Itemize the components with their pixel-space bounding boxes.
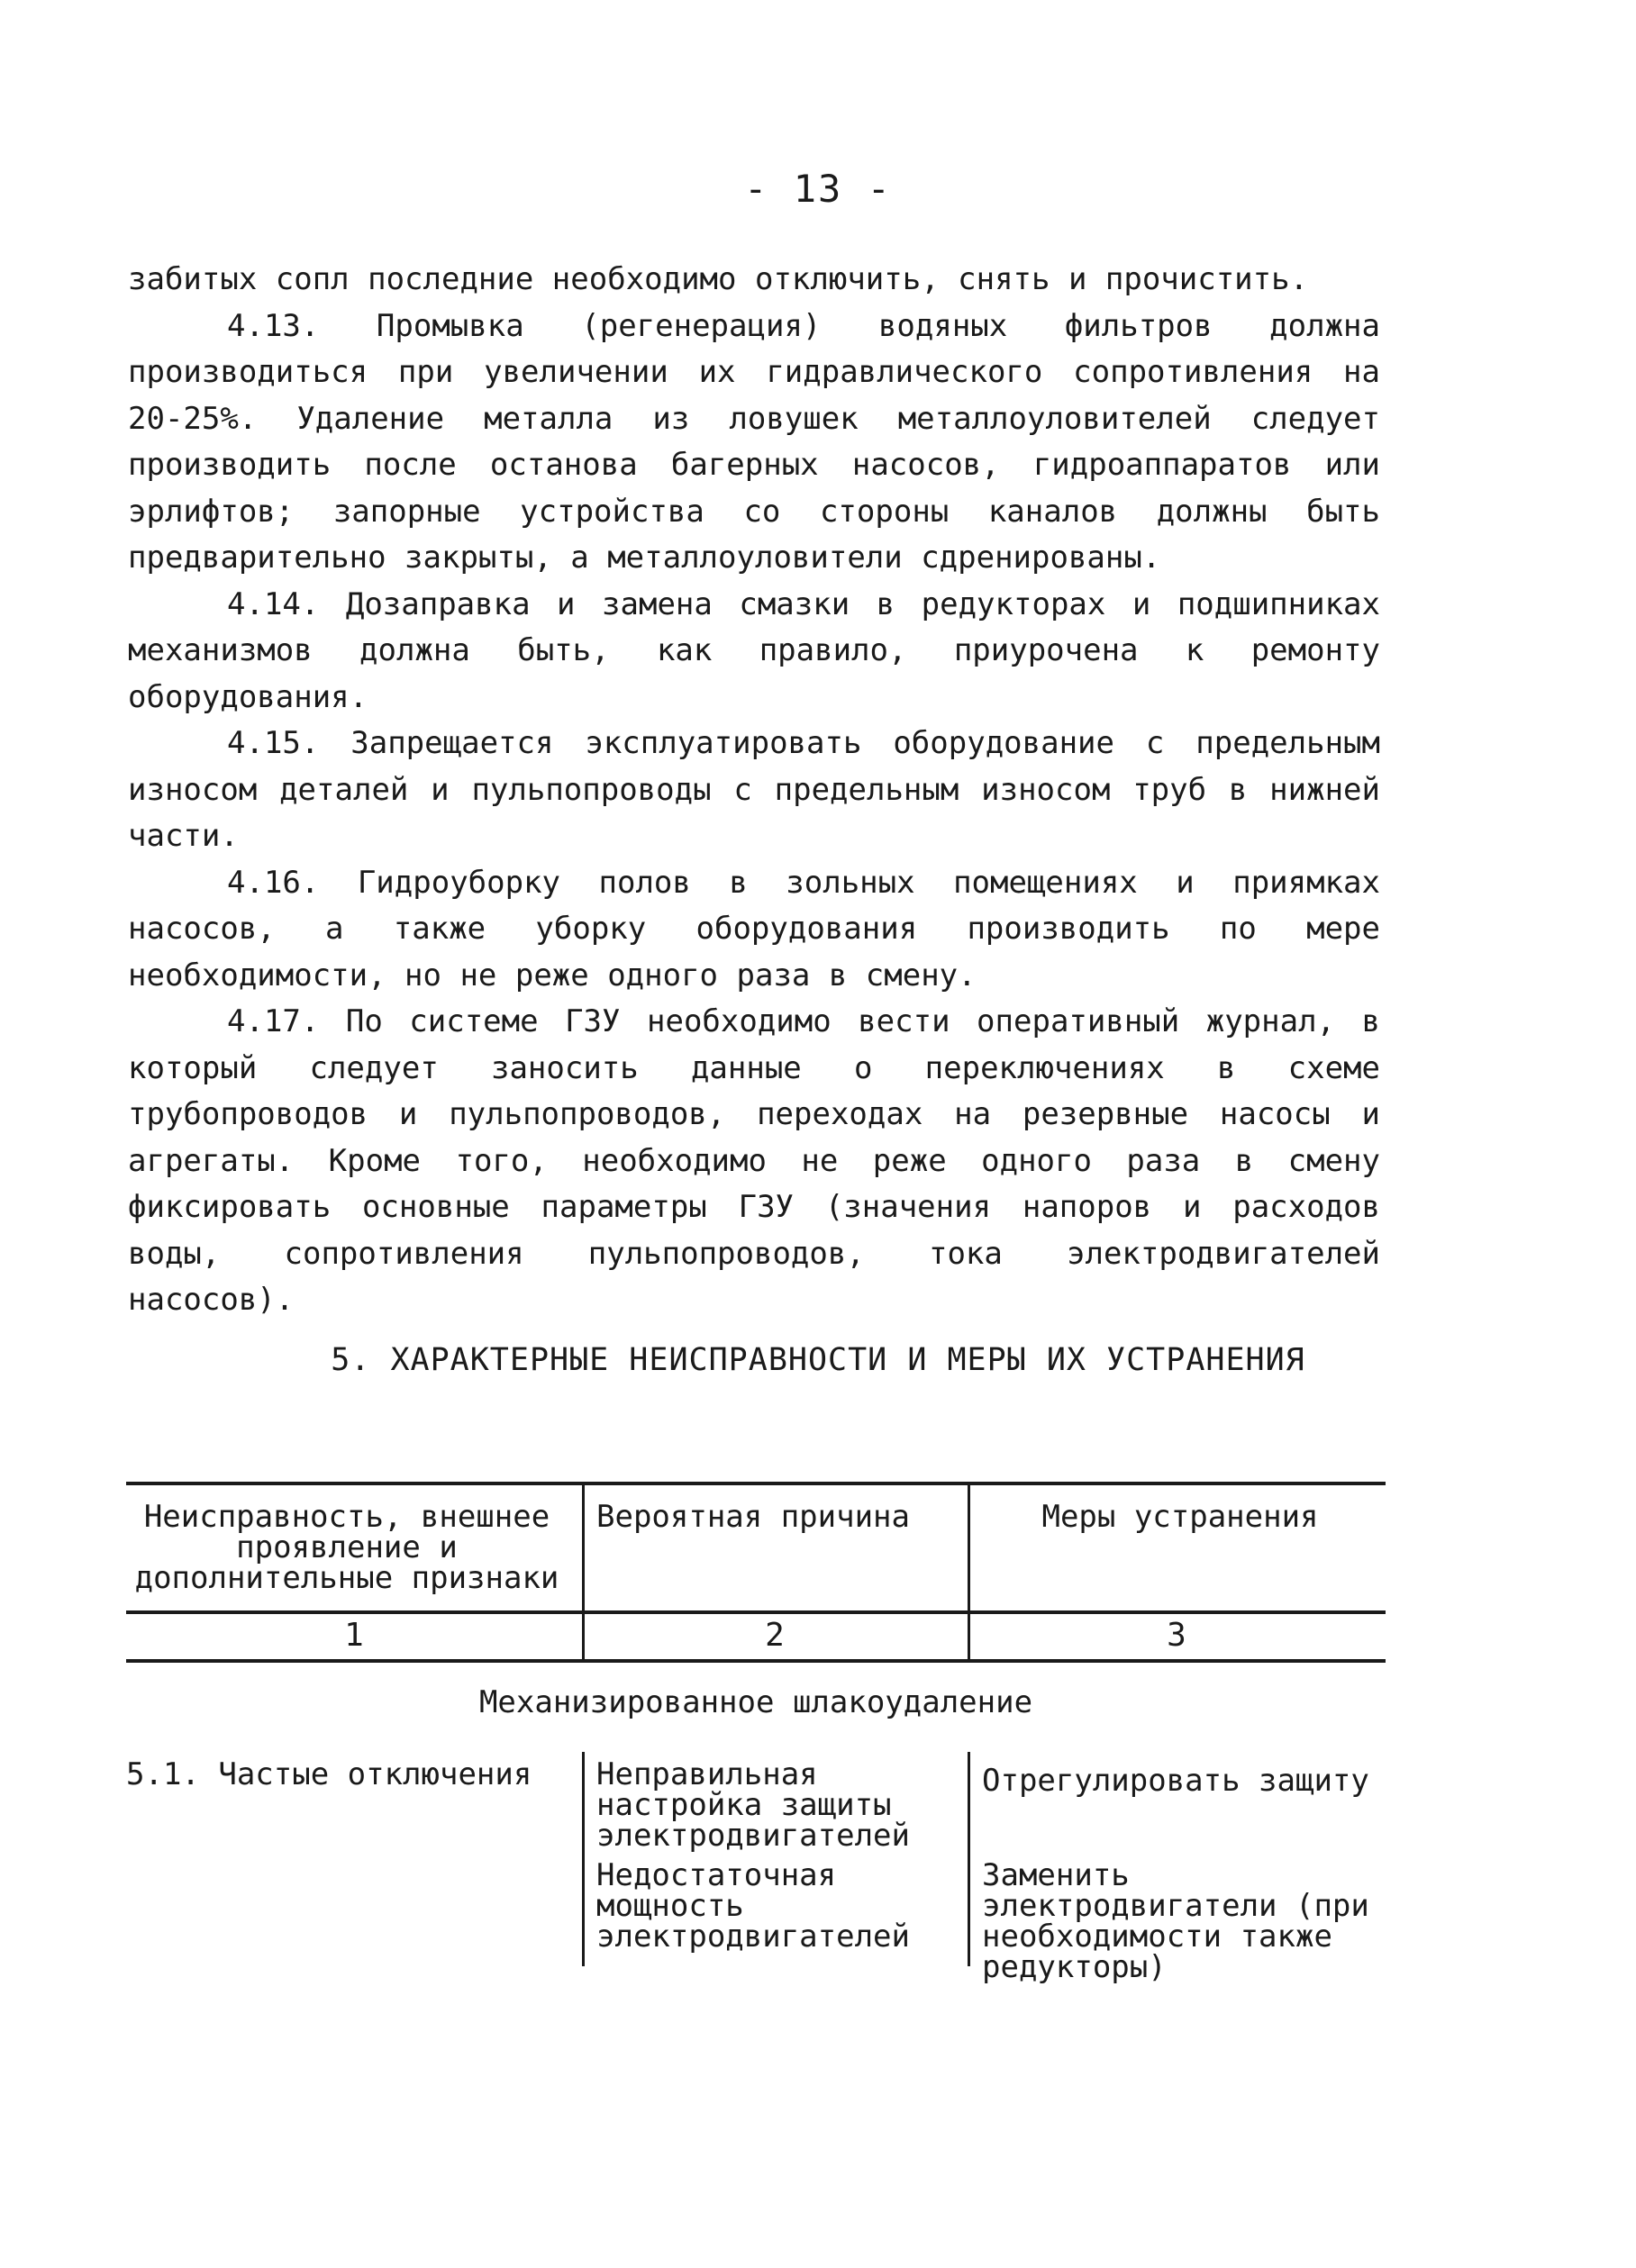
body-text	[128, 257, 1380, 1324]
paragraph-4-16: 4.16. Гидроуборку полов в зольных помещениях и приямках насосов, а также уборку оборудования производить по мере необходимости, но не реже одного раза в смену.	[128, 864, 1380, 993]
table-row-cause-2: Недостаточная мощность электродвигателей	[596, 1857, 910, 1955]
column-number-3: 3	[1167, 1617, 1186, 1654]
paragraph-4-15: 4.15. Запрещается эксплуатировать оборудование с предельным износом деталей и пульпопроводы с предельным износом труб в нижней части.	[128, 725, 1380, 854]
page-number: - 13 -	[744, 167, 892, 211]
table-row-cause-1: Неправильная настройка защиты электродвигателей	[596, 1756, 910, 1854]
paragraph-4-13: 4.13. Промывка (регенерация) водяных фильтров должна производиться при увеличении их гидравлического сопротивления на 20-25%. Удаление металла из ловушек металлоуловителей следует производить после останова багерных насосов, гидроаппаратов или эрлифтов; запорные устройства со стороны каналов должны быть предварительно закрыты, а металлоуловители сдренированы.	[128, 307, 1380, 576]
paragraph-4-17: 4.17. По системе ГЗУ необходимо вести оперативный журнал, в который следует заносить данные о переключениях в схеме трубопроводов и пульпопроводов, переходах на резервные насосы и агрегаты. Кроме того, необходимо не реже одного раза в смену фиксировать основные параметры ГЗУ (значения напоров и расходов воды, сопротивления пульпопроводов, тока электродвигателей насосов).	[128, 1003, 1380, 1318]
section-heading: 5. ХАРАКТЕРНЫЕ НЕИСПРАВНОСТИ И МЕРЫ ИХ УСТРАНЕНИЯ	[331, 1342, 1305, 1378]
paragraph-continuation: забитых сопл последние необходимо отключить, снять и прочистить.	[128, 261, 1309, 297]
header-fault: Неисправность, внешнее проявление и дополнительные признаки	[134, 1499, 559, 1596]
row-divider-2	[968, 1752, 970, 1966]
table-top-rule	[126, 1482, 1386, 1485]
column-number-2: 2	[765, 1617, 785, 1654]
table-number-rule	[126, 1659, 1386, 1663]
table-row-remedy-1: Отрегулировать защиту	[982, 1763, 1369, 1799]
header-cause: Вероятная причина	[596, 1499, 910, 1535]
row-divider-1	[582, 1752, 585, 1966]
table-subheading: Механизированное шлакоудаление	[478, 1684, 1033, 1720]
table-row-fault: 5.1. Частые отключения	[126, 1756, 532, 1792]
table-header-rule	[126, 1610, 1386, 1614]
column-number-1: 1	[344, 1617, 364, 1654]
table-row-remedy-2: Заменить электродвигатели (при необходимости также редукторы)	[982, 1857, 1369, 1985]
header-remedy: Меры устранения	[1041, 1499, 1319, 1535]
paragraph-4-14: 4.14. Дозаправка и замена смазки в редукторах и подшипниках механизмов должна быть, как правило, приурочена к ремонту оборудования.	[128, 585, 1380, 715]
